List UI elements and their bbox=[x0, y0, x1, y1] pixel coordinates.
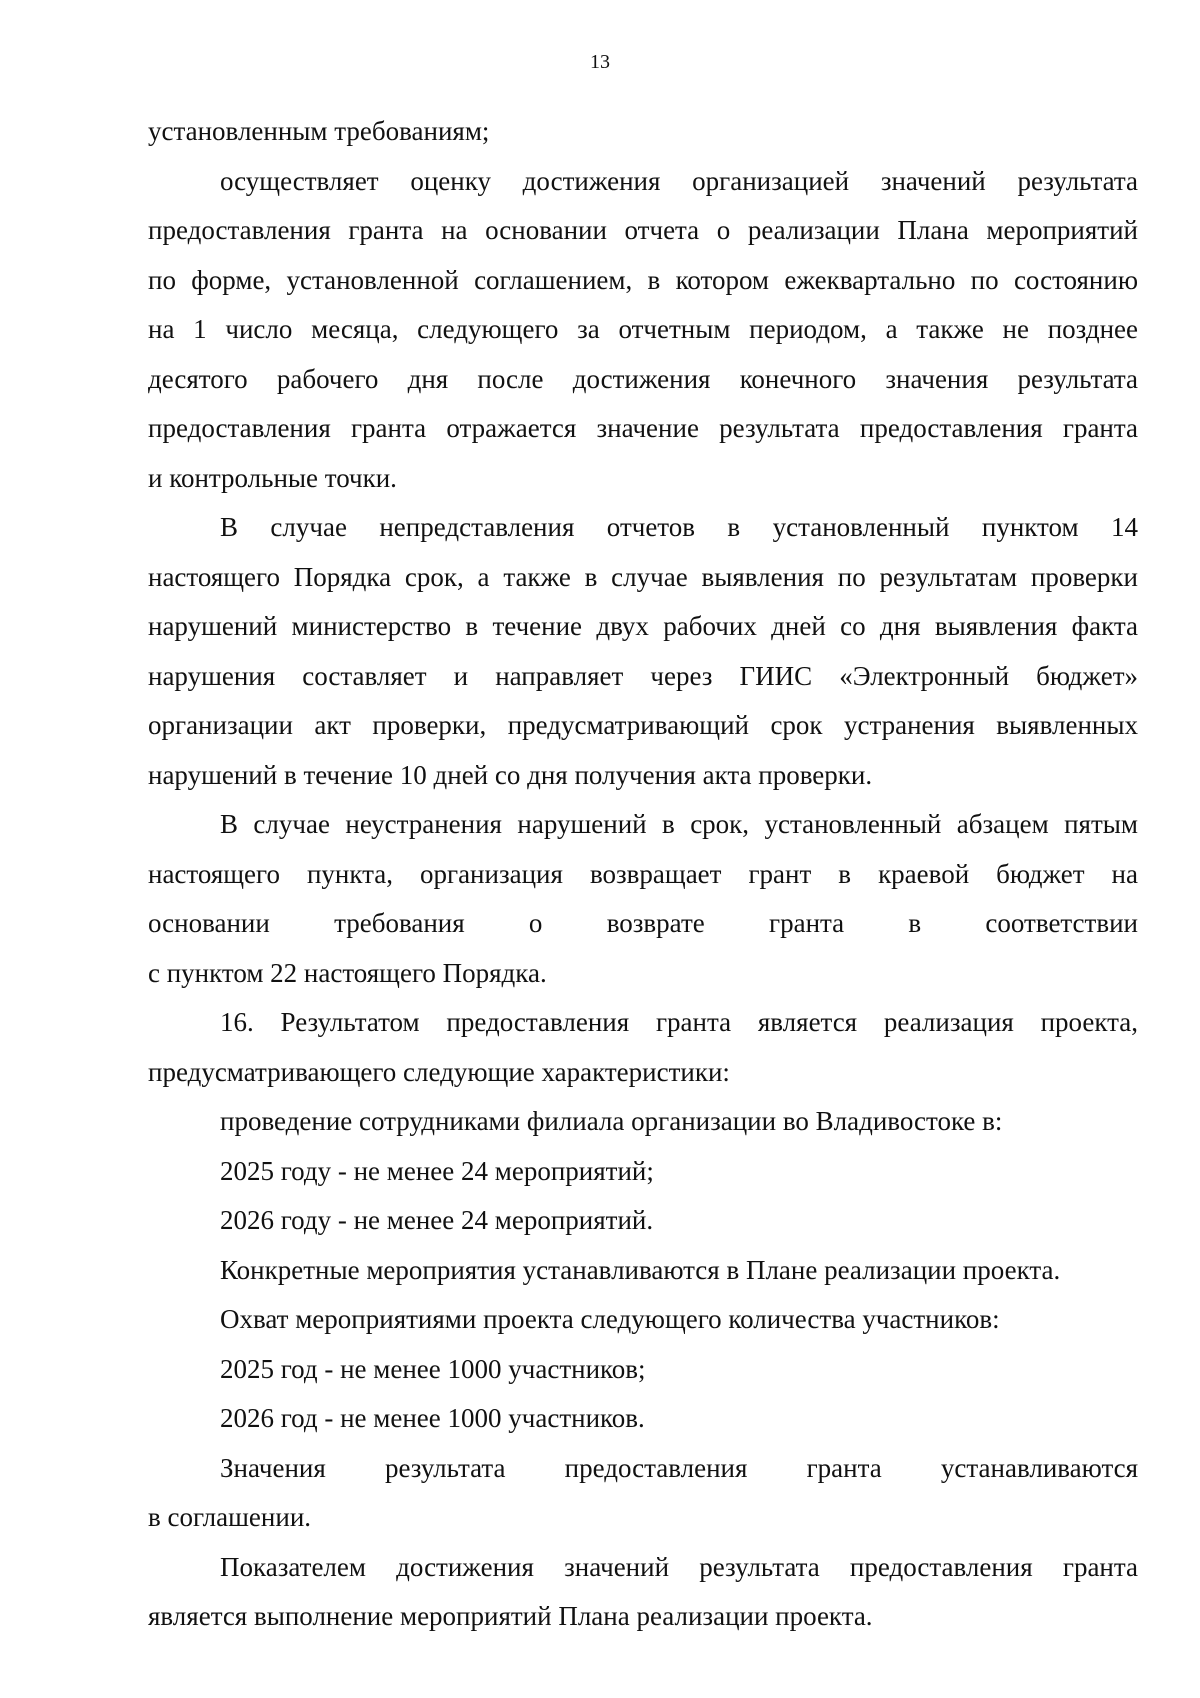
text-line: десятого рабочего дня после достижения конечного значения результата bbox=[148, 363, 1138, 394]
text-line: Охват мероприятиями проекта следующего количества участников: bbox=[220, 1304, 1000, 1334]
text-line: настоящего пункта, организация возвращает грант в краевой бюджет на bbox=[148, 858, 1138, 889]
text-line: 2025 год - не менее 1000 участников; bbox=[220, 1353, 646, 1384]
text-line: 16. Результатом предоставления гранта является реализация проекта, bbox=[220, 1007, 1138, 1037]
text-line: Значения результата предоставления гранта устанавливаются bbox=[220, 1452, 1138, 1483]
text-line: установленным требованиям; bbox=[148, 116, 490, 146]
text-line: осуществляет оценку достижения организацией значений результата bbox=[220, 165, 1138, 196]
text-line: Показателем достижения значений результата предоставления гранта bbox=[220, 1551, 1138, 1582]
text-line: в соглашении. bbox=[148, 1502, 312, 1532]
document-body bbox=[148, 107, 1138, 1642]
text-line: В случае непредставления отчетов в установленный пунктом 14 bbox=[220, 512, 1138, 542]
text-line: 2026 год - не менее 1000 участников. bbox=[220, 1403, 645, 1433]
text-line: основании требования о возврате гранта в соответствии bbox=[148, 908, 1138, 938]
text-line: и контрольные точки. bbox=[148, 462, 397, 493]
text-line: предоставления гранта отражается значение результата предоставления гранта bbox=[148, 413, 1138, 443]
text-line: нарушения составляет и направляет через ГИИС «Электронный бюджет» bbox=[148, 660, 1138, 691]
text-line: 2026 году - не менее 24 мероприятий. bbox=[220, 1205, 654, 1235]
text-line: на 1 число месяца, следующего за отчетным периодом, а также не позднее bbox=[148, 314, 1138, 344]
text-line: проведение сотрудниками филиала организации во Владивостоке в: bbox=[220, 1106, 1003, 1136]
text-line: настоящего Порядка срок, а также в случае выявления по результатам проверки bbox=[148, 561, 1138, 592]
text-line: с пунктом 22 настоящего Порядка. bbox=[148, 957, 547, 988]
text-line: предоставления гранта на основании отчета о реализации Плана мероприятий bbox=[148, 215, 1138, 245]
text-line: 2025 году - не менее 24 мероприятий; bbox=[220, 1155, 654, 1186]
text-line: по форме, установленной соглашением, в котором ежеквартально по состоянию bbox=[148, 264, 1138, 295]
text-line: Конкретные мероприятия устанавливаются в Плане реализации проекта. bbox=[220, 1254, 1061, 1285]
text-line: предусматривающего следующие характеристики: bbox=[148, 1056, 730, 1087]
text-line: организации акт проверки, предусматривающий срок устранения выявленных bbox=[148, 710, 1138, 740]
text-line: нарушений министерство в течение двух рабочих дней со дня выявления факта bbox=[148, 611, 1138, 641]
text-line: нарушений в течение 10 дней со дня получения акта проверки. bbox=[148, 759, 873, 790]
page-number: 13 bbox=[590, 51, 610, 73]
text-line: является выполнение мероприятий Плана реализации проекта. bbox=[148, 1601, 873, 1631]
text-line: В случае неустранения нарушений в срок, установленный абзацем пятым bbox=[220, 809, 1138, 839]
